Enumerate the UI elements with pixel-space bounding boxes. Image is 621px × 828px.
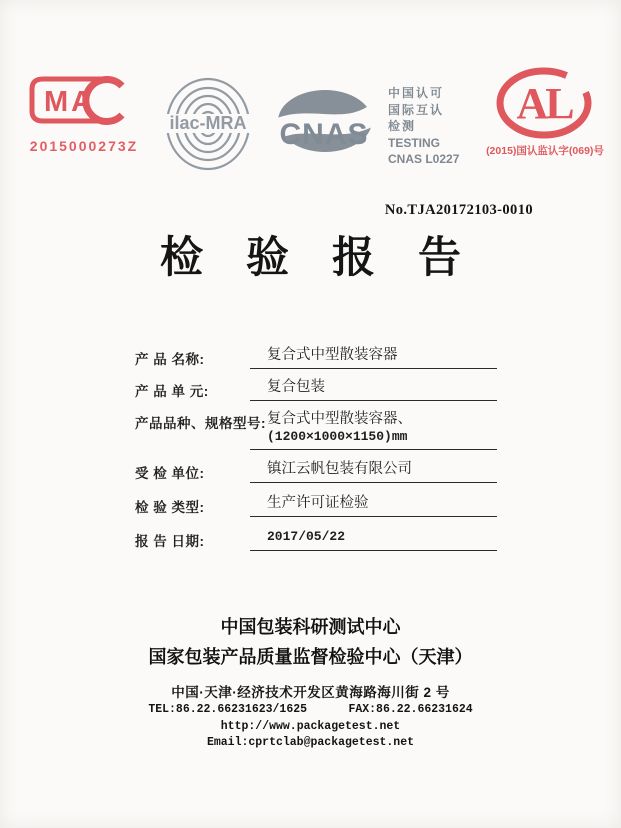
accreditation-text-block	[388, 85, 459, 168]
accreditation-line: 检测	[388, 119, 417, 133]
field-label: 报 告 日期:	[135, 534, 205, 549]
report-number: No.TJA20172103-0010	[384, 202, 533, 218]
cma-ma-letters: MA	[44, 86, 96, 118]
cnas-swoosh-icon	[272, 86, 378, 166]
field-value-line1: 复合式中型散装容器、	[267, 411, 412, 427]
accreditation-line: CNAS L0227	[388, 152, 460, 166]
field-value: 生产许可证检验	[250, 494, 497, 517]
cma-stamp	[26, 74, 142, 154]
page-title: 检 验 报 告	[160, 235, 461, 282]
cal-caption: (2015)国认监认字(069)号	[486, 145, 604, 157]
field-value-line2: (1200×1000×1150)mm	[267, 429, 408, 444]
accreditation-line: 国际互认	[388, 102, 445, 117]
cnas-logo	[272, 86, 378, 171]
cma-certificate-number: 2015000273Z	[29, 138, 139, 154]
footer-tel-fax: TEL:86.22.66231623/1625 FAX:86.22.66231624	[148, 703, 473, 716]
cal-stamp-icon	[493, 66, 597, 140]
field-value	[250, 410, 497, 450]
field-label: 检 验 类型:	[135, 500, 205, 515]
field-value: 复合包装	[250, 378, 497, 401]
accreditation-line: 中国认可	[388, 86, 445, 100]
field-label: 产品品种、规格型号:	[135, 416, 266, 431]
footer-website: http://www.packagetest.net	[220, 720, 401, 733]
field-label: 产 品 单 元:	[135, 384, 209, 399]
cal-letters: AL	[516, 79, 572, 128]
footer-org-name-2: 国家包装产品质量监督检验中心（天津）	[148, 647, 473, 667]
footer-email: Email:cprtclab@packagetest.net	[206, 736, 415, 749]
ilac-mra-label: ilac-MRA	[169, 113, 247, 133]
ilac-mra-logo	[163, 77, 253, 177]
cnas-label: CNAS	[279, 118, 369, 151]
field-value: 2017/05/22	[250, 528, 497, 551]
field-value: 复合式中型散装容器	[250, 346, 497, 369]
ilac-mra-globe-icon	[163, 77, 253, 172]
field-value: 镇江云帆包装有限公司	[250, 460, 497, 483]
accreditation-line: TESTING	[388, 135, 441, 150]
field-label: 产 品 名称:	[135, 352, 205, 367]
footer-org-name-1: 中国包装科研测试中心	[220, 617, 401, 637]
field-label: 受 检 单位:	[135, 466, 205, 481]
footer-address: 中国·天津·经济技术开发区黄海路海川街 2 号	[171, 685, 450, 700]
cma-stamp-icon	[26, 74, 142, 126]
cal-stamp	[482, 66, 608, 158]
